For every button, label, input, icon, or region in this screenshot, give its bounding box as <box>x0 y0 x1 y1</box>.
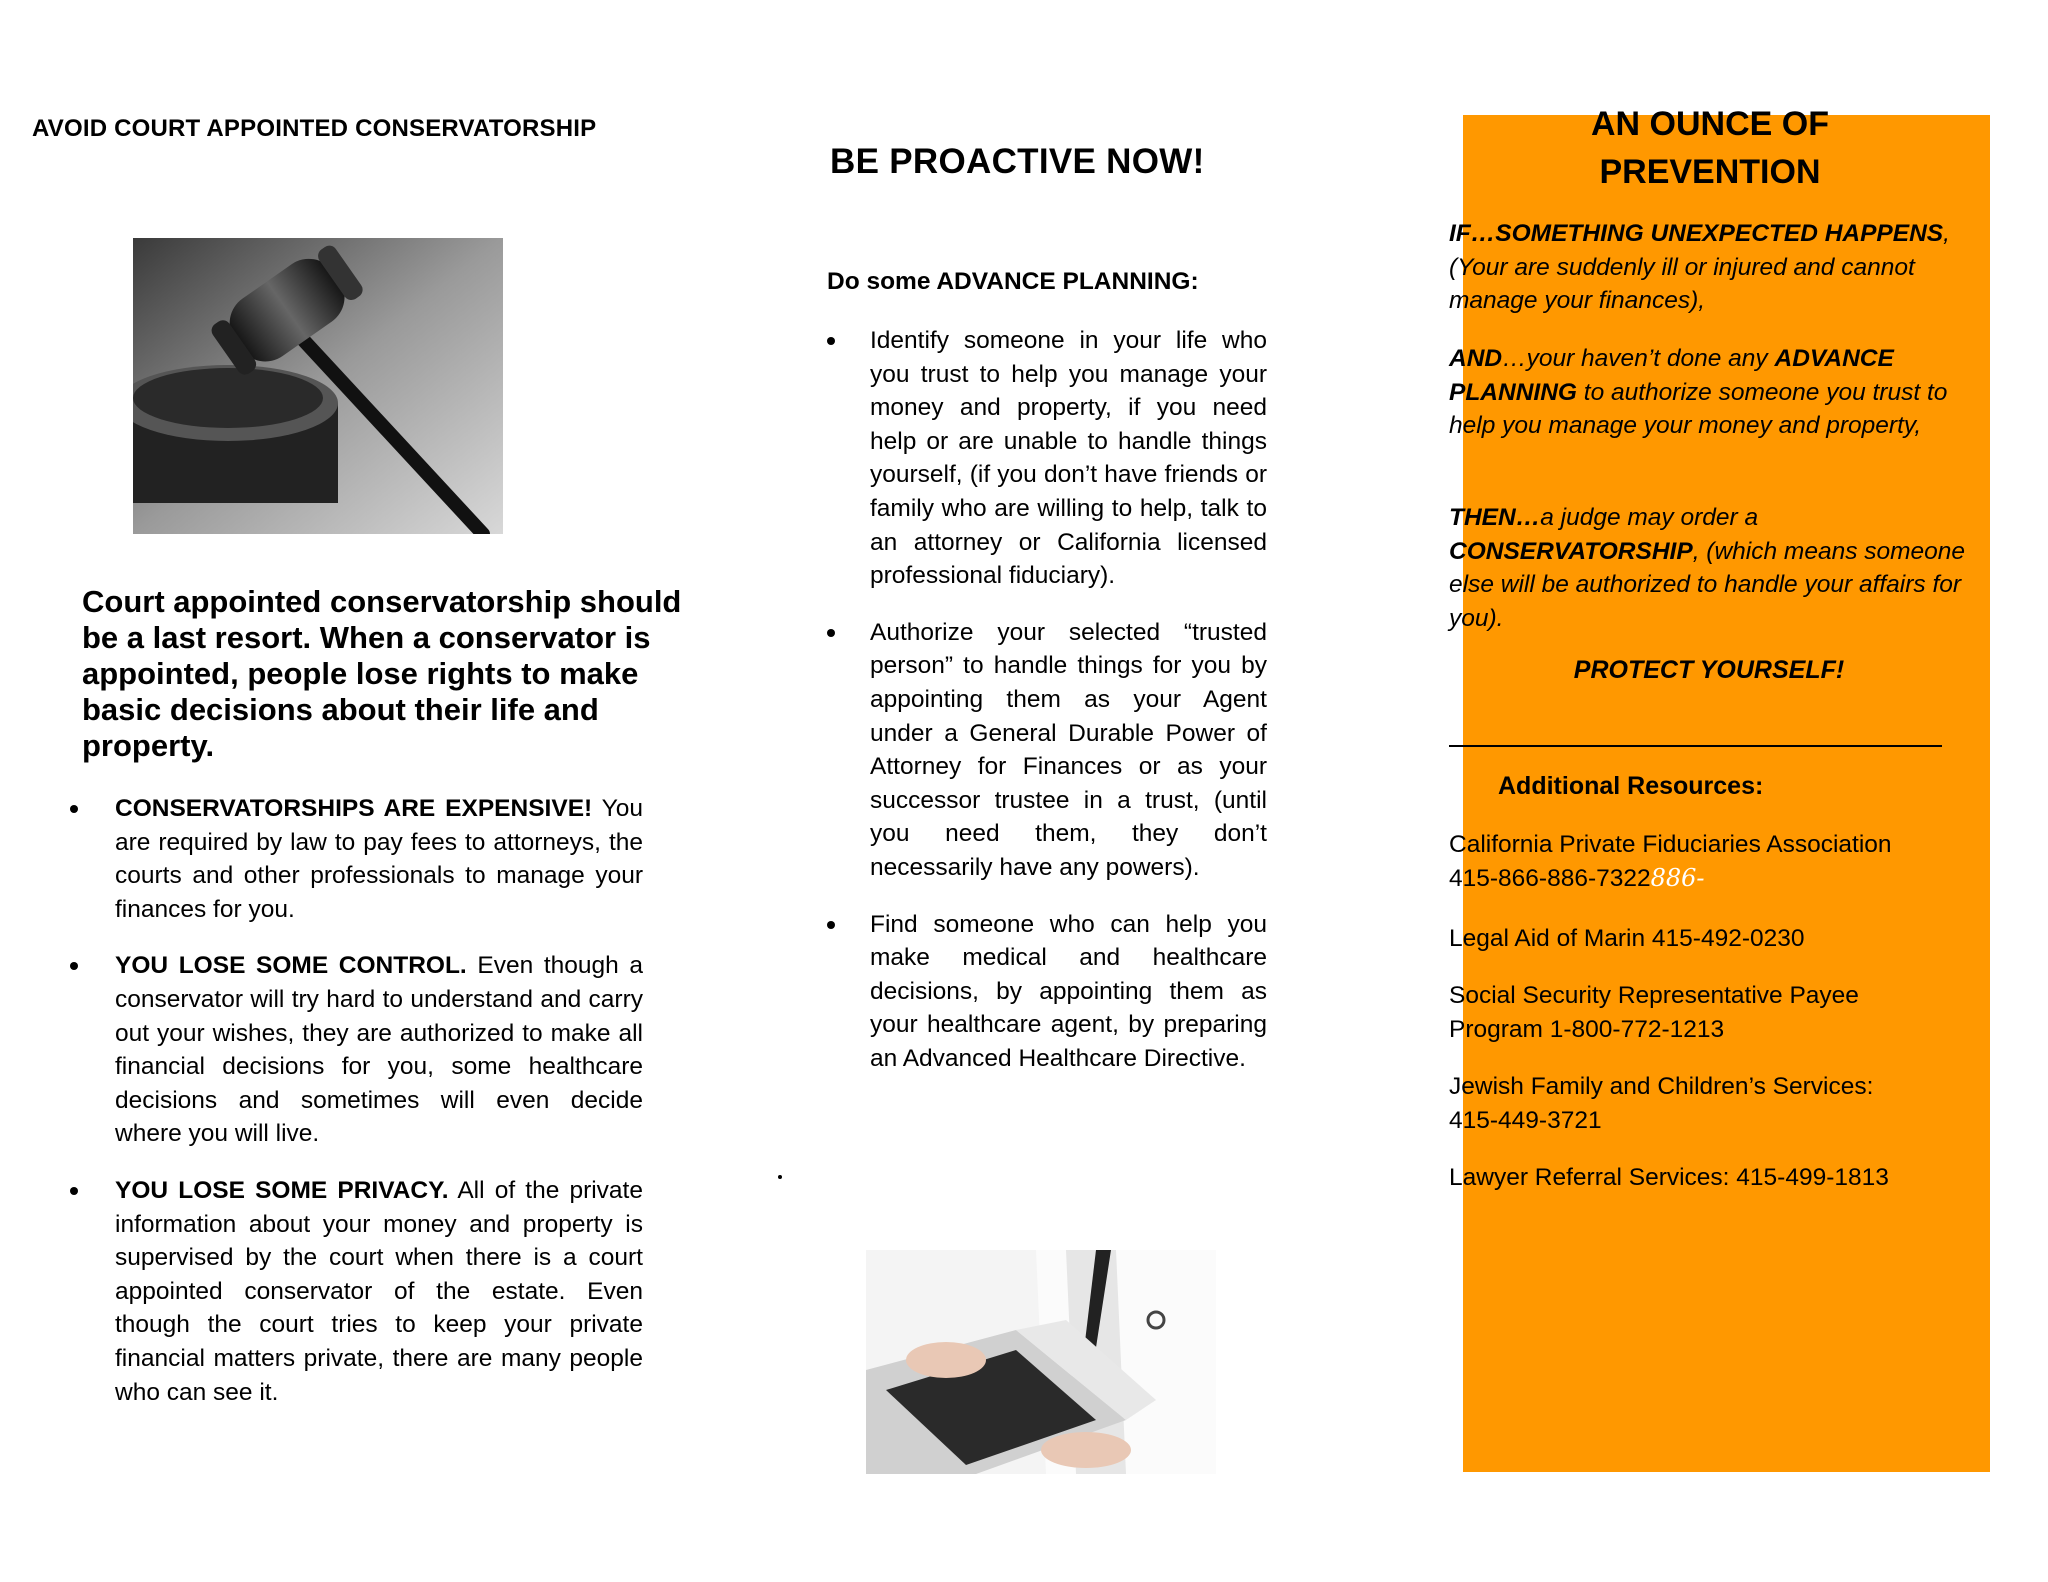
middle-subheading: Do some ADVANCE PLANNING: <box>827 268 1199 295</box>
left-intro-text: Court appointed conservatorship should be a last resort. When a conservator is appointed, people lose rights to make basic decisions about their life and property. <box>82 584 682 763</box>
resource-name: Jewish Family and Children’s Services: <box>1449 1073 1874 1100</box>
list-item: Find someone who can help you make medical and healthcare decisions, by appointing them as your healthcare agent, by preparing an Advanced Healthcare Directive. <box>870 908 1267 1076</box>
gavel-icon <box>133 238 503 534</box>
resource-phone: 415-449-3721 <box>1449 1106 1602 1134</box>
prevention-paragraph-2 <box>1449 342 1969 443</box>
resource-item <box>1449 979 1969 1046</box>
middle-bullet-list <box>870 324 1267 1075</box>
emphasis: AND <box>1449 345 1503 372</box>
title-line: AN OUNCE OF <box>1591 105 1829 143</box>
left-bullet-list <box>115 792 643 1409</box>
prevention-paragraph-3 <box>1449 501 1969 635</box>
bullet-lead: YOU LOSE SOME PRIVACY. <box>115 1176 449 1204</box>
laptop-icon <box>866 1250 1216 1474</box>
paragraph-text: …your haven’t done any <box>1502 345 1775 372</box>
list-item <box>115 949 643 1151</box>
middle-column-heading: BE PROACTIVE NOW! <box>830 142 1205 181</box>
laptop-photo <box>866 1250 1216 1474</box>
resource-phone: Program 1-800-772-1213 <box>1449 1015 1725 1043</box>
resource-name: Social Security Representative Payee <box>1449 982 1859 1009</box>
divider <box>1449 745 1942 747</box>
resource-item <box>1449 1070 1969 1137</box>
resource-name: Legal Aid of Marin 415-492-0230 <box>1449 925 1805 952</box>
list-item <box>115 1174 643 1409</box>
list-item <box>115 792 643 926</box>
right-column-title <box>1550 100 1870 196</box>
phone-number: 415-866-886-7322 <box>1449 864 1651 892</box>
title-line: PREVENTION <box>1599 153 1821 191</box>
resource-name: California Private Fiduciaries Association <box>1449 831 1892 858</box>
paragraph-text: to authorize someone you trust to help you manage your money and property, <box>1449 378 1948 440</box>
resource-item <box>1449 828 1969 895</box>
overlay-text: 886- <box>1650 863 1705 892</box>
resource-item <box>1449 922 1969 956</box>
protect-yourself-callout: PROTECT YOURSELF! <box>1573 656 1845 684</box>
bullet-text: Even though a conservator will try hard to understand and carry out your wishes, they are authorized to make all financial decisions for you, some healthcare decisions and sometimes will even decide where you will live. <box>115 952 643 1148</box>
bullet-lead: YOU LOSE SOME CONTROL. <box>115 952 467 980</box>
emphasis: ADVANCE PLANNING <box>1449 345 1894 406</box>
bullet-lead: CONSERVATORSHIPS ARE EXPENSIVE! <box>115 795 593 822</box>
bullet-text: All of the private information about your money and property is supervised by the court when there is a court appointed conservator of the estate. Even though the court tries to keep your private financial matters private, there are many people who can see it. <box>115 1176 643 1406</box>
list-item: Identify someone in your life who you trust to help you manage your money and property, if you need help or are unable to handle things yourself, (if you don’t have friends or family who are willing to help, talk to an attorney or California licensed professional fiduciary). <box>870 324 1267 593</box>
prevention-paragraph-1 <box>1449 217 1969 318</box>
emphasis: IF…SOMETHING UNEXPECTED HAPPENS <box>1449 220 1944 247</box>
paragraph-text: , (Your are suddenly ill or injured and cannot manage your finances), <box>1449 220 1950 315</box>
bullet-text: You are required by law to pay fees to attorneys, the courts and other professionals to manage your finances for you. <box>115 795 643 923</box>
emphasis: THEN… <box>1449 504 1541 531</box>
stray-mark <box>778 1175 782 1179</box>
paragraph-text: , (which means someone else will be authorized to handle your affairs for you). <box>1449 537 1966 632</box>
list-item: Authorize your selected “trusted person” to handle things for you by appointing them as your Agent under a General Durable Power of Attorney for Finances or as your successor trustee in a trust, (until you need them, they don’t necessarily have any powers). <box>870 616 1267 885</box>
resource-name: Lawyer Referral Services: 415-499-1813 <box>1449 1164 1889 1191</box>
paragraph-text: a judge may order a <box>1540 504 1759 531</box>
resources-heading: Additional Resources: <box>1498 772 1764 800</box>
emphasis: CONSERVATORSHIP <box>1449 537 1693 565</box>
left-column-heading: AVOID COURT APPOINTED CONSERVATORSHIP <box>32 115 597 142</box>
gavel-photo <box>133 238 503 534</box>
resource-phone <box>1449 862 1969 896</box>
resource-item <box>1449 1161 1969 1195</box>
